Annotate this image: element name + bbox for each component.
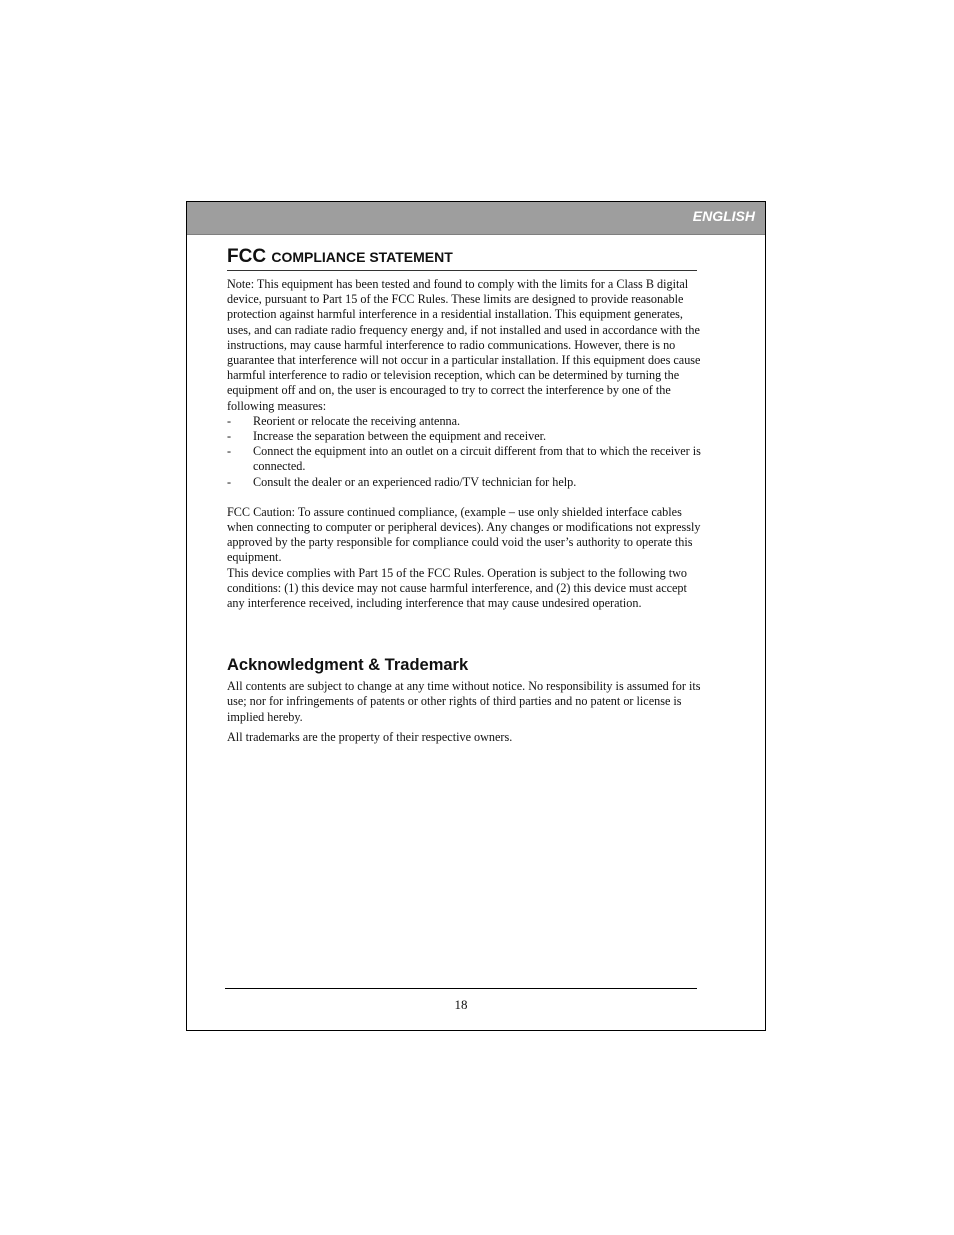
footer-divider bbox=[225, 988, 697, 989]
list-item bbox=[227, 414, 703, 429]
fcc-note-paragraph: Note: This equipment has been tested and found to comply with the limits for a Class B digital device, pursuant to Part 15 of the FCC Rules. These limits are designed to provide reasonable protection against harmful interference in a residential installation. This equipment generates, uses, and can radiate radio frequency energy and, if not installed and used in accordance with the instructions, may cause harmful interference to radio communications. However, there is no guarantee that interference will not occur in a particular installation. If this equipment does cause harmful interference to radio or television reception, which can be determined by turning the equipment off and on, the user is encouraged to try to correct the interference by one of the following measures: bbox=[227, 277, 701, 413]
bullet-dash: - bbox=[227, 474, 232, 489]
page-number: 18 bbox=[454, 997, 468, 1012]
fcc-section-title bbox=[227, 246, 697, 271]
bullet-dash: - bbox=[227, 444, 232, 459]
header-bar bbox=[187, 202, 765, 235]
list-item bbox=[227, 429, 703, 444]
fcc-title-rest: COMPLIANCE STATEMENT bbox=[271, 249, 453, 265]
fcc-caution-paragraph: FCC Caution: To assure continued compliance, (example – use only shielded interface cables when connecting to computer or peripheral devices). Any changes or modifications not expressly approved by the party responsible for compliance could void the user’s authority to operate this equipment. bbox=[227, 504, 701, 565]
list-item-text: Reorient or relocate the receiving antenna. bbox=[253, 413, 461, 428]
fcc-title-prefix: FCC bbox=[227, 246, 272, 267]
list-item-text: Consult the dealer or an experienced radio/TV technician for help. bbox=[253, 474, 577, 489]
ack-paragraph-1: All contents are subject to change at any time without notice. No responsibility is assumed for its use; nor for infringements of patents or other rights of third parties and no patent or license is implied hereby. bbox=[227, 679, 701, 724]
list-item-text: Connect the equipment into an outlet on a circuit different from that to which the receiver is connected. bbox=[253, 444, 701, 474]
bullet-dash: - bbox=[227, 413, 232, 428]
measures-list bbox=[227, 414, 703, 490]
list-item-text: Increase the separation between the equipment and receiver. bbox=[253, 429, 547, 444]
page-content bbox=[227, 246, 703, 745]
ack-section-title: Acknowledgment & Trademark bbox=[227, 656, 469, 675]
bullet-dash: - bbox=[227, 429, 232, 444]
language-label: ENGLISH bbox=[692, 208, 755, 224]
ack-paragraph-2: All trademarks are the property of their respective owners. bbox=[227, 729, 513, 744]
list-item bbox=[227, 444, 703, 474]
fcc-compliance-paragraph: This device complies with Part 15 of the FCC Rules. Operation is subject to the following two conditions: (1) this device may not cause harmful interference, and (2) this device must accept any interference received, including interference that may cause undesired operation. bbox=[227, 565, 688, 611]
list-item bbox=[227, 475, 703, 490]
manual-page bbox=[186, 201, 766, 1031]
